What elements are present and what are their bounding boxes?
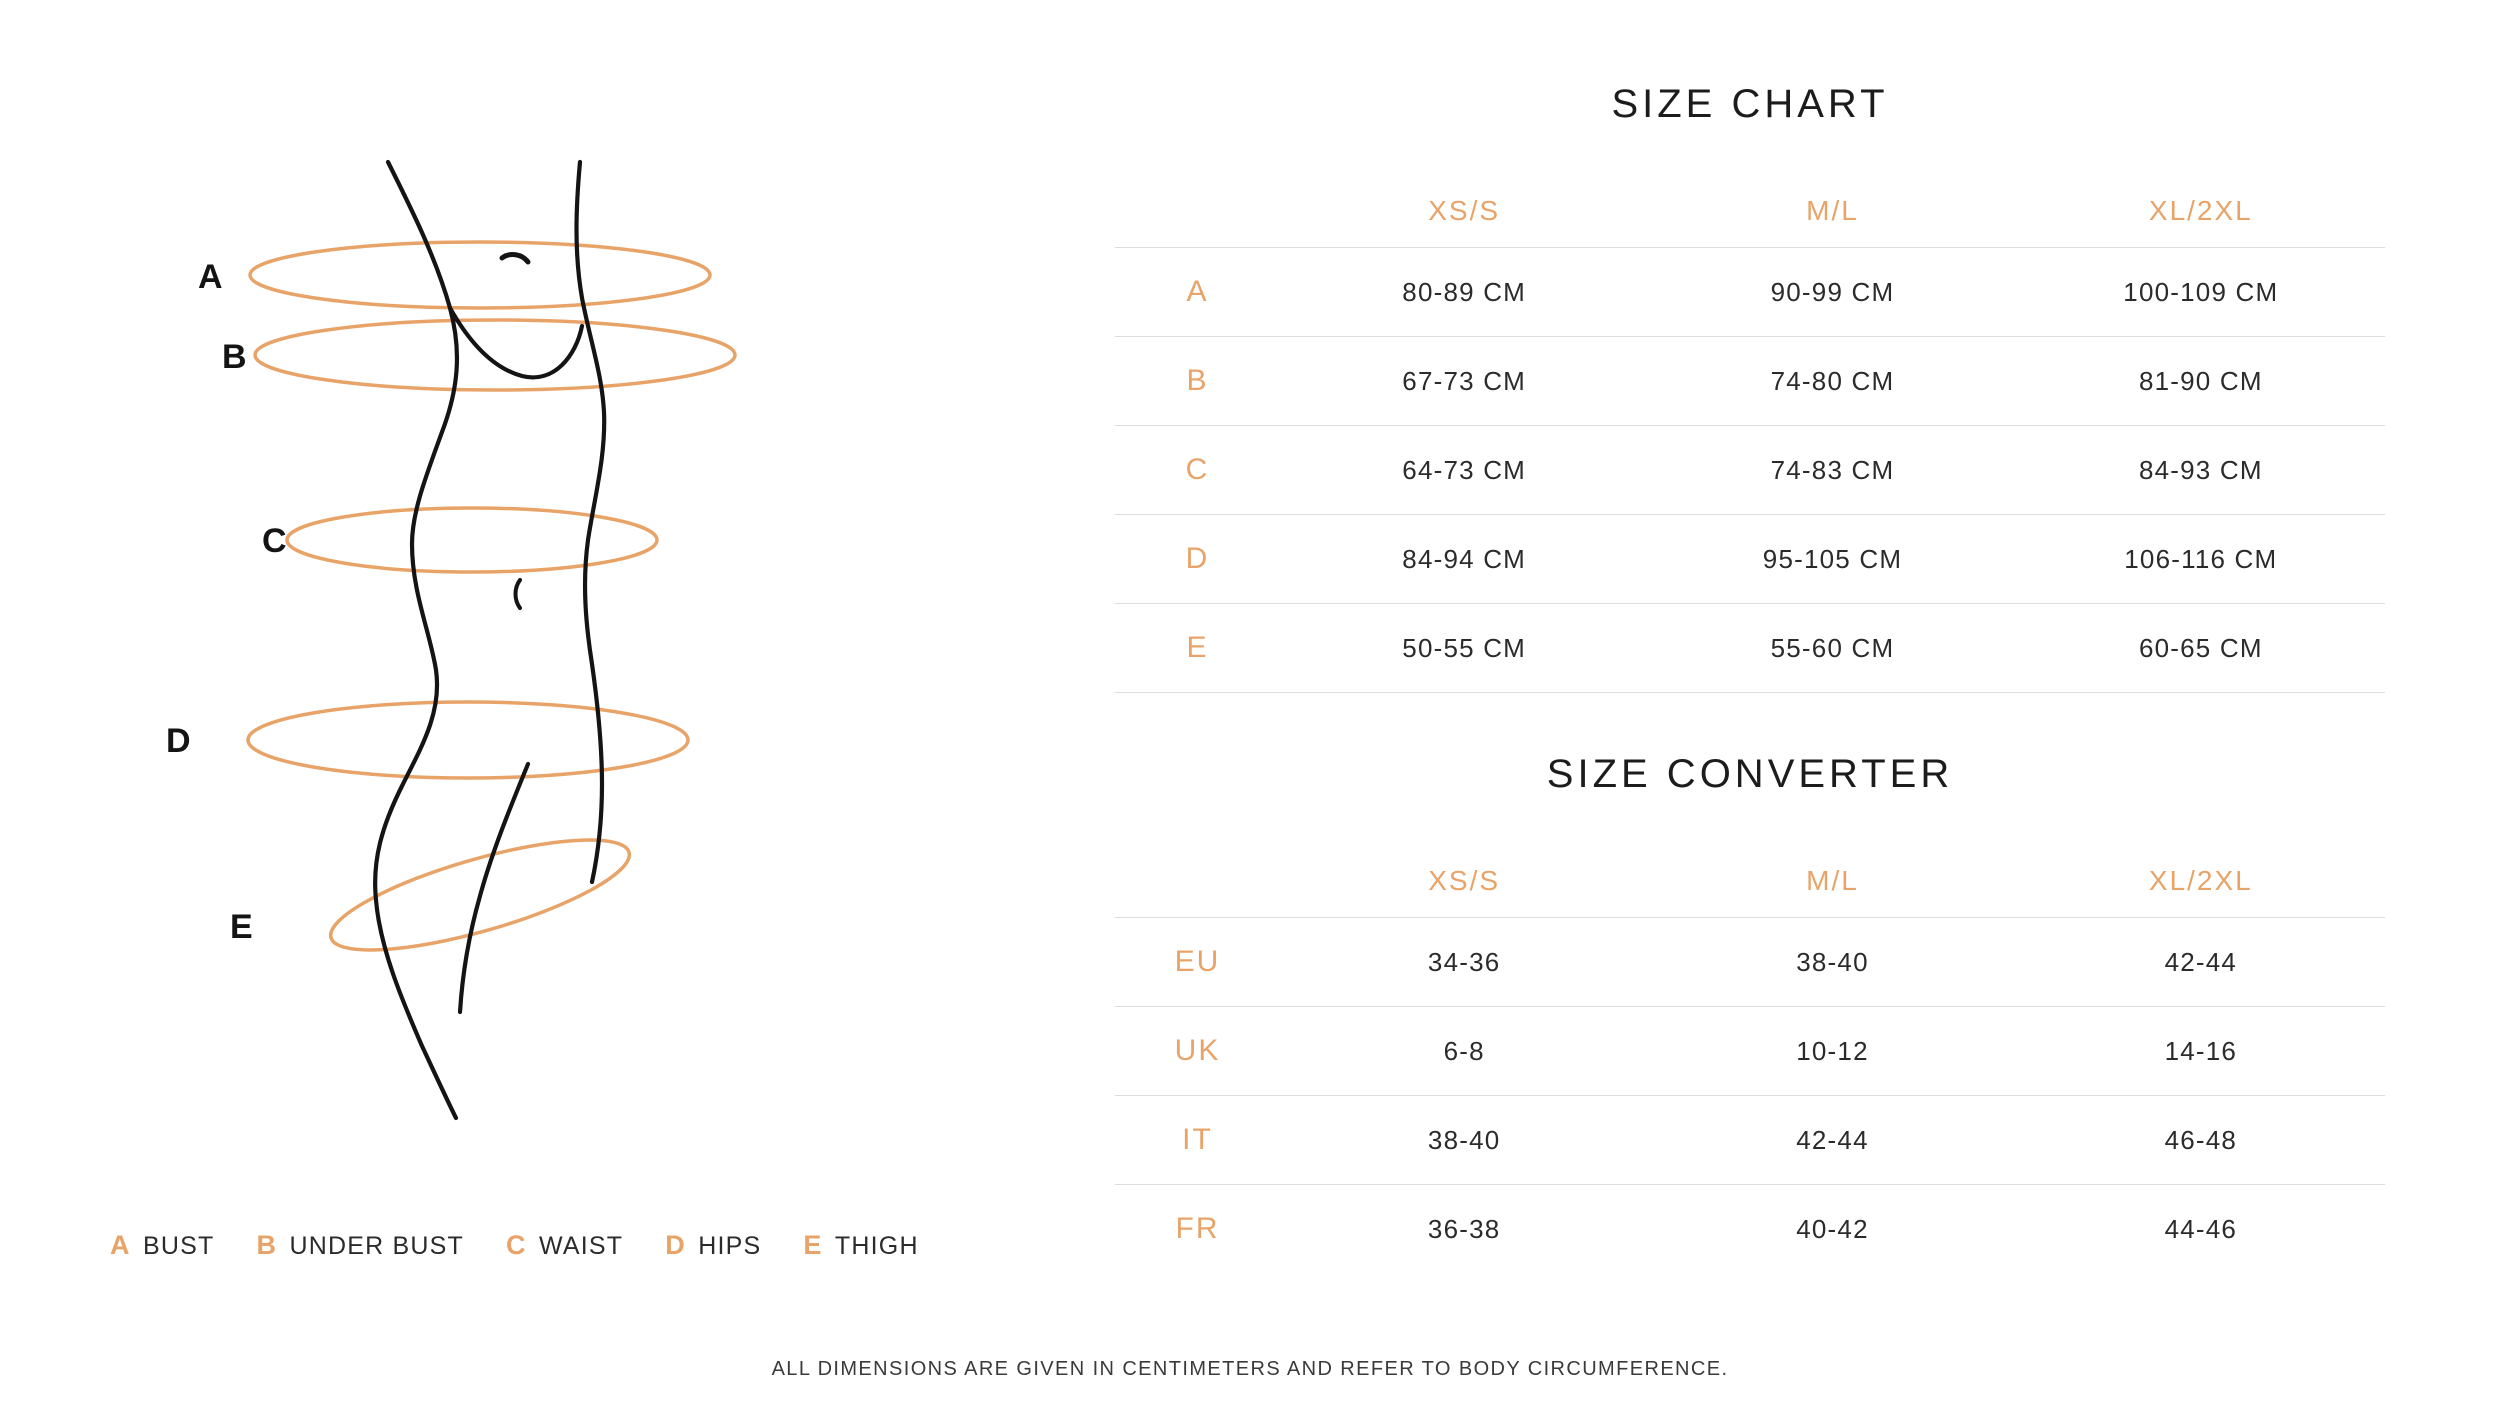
legend-letter: E	[803, 1230, 822, 1260]
row-label-c: C	[1185, 453, 1210, 486]
table-row	[1115, 1096, 2385, 1185]
row-label-b: B	[1186, 364, 1209, 397]
cell-c-m-l: 74-83 CM	[1770, 454, 1895, 485]
size-converter-table	[1115, 845, 2385, 1273]
legend-label: UNDER BUST	[289, 1232, 464, 1260]
body-figure-svg	[150, 140, 850, 1140]
figure-label-b: B	[222, 338, 247, 376]
cell-uk-m-l: 10-12	[1796, 1035, 1869, 1066]
cell-it-xl-2xl: 46-48	[2164, 1124, 2238, 1155]
ring-d	[248, 702, 688, 778]
size-chart-title: SIZE CHART	[1611, 82, 1889, 126]
row-label-fr: FR	[1175, 1212, 1220, 1245]
legend	[110, 1230, 919, 1261]
row-label-e: E	[1186, 631, 1209, 664]
table-row	[1115, 1007, 2385, 1096]
cell-c-xl-2xl: 84-93 CM	[2138, 454, 2263, 485]
cell-it-xs-s: 38-40	[1427, 1124, 1501, 1155]
table-row	[1115, 515, 2385, 604]
figure-label-e: E	[230, 908, 253, 946]
cell-uk-xs-s: 6-8	[1443, 1035, 1485, 1066]
figure-letter-labels	[166, 258, 287, 946]
size-converter-col-m-l: M/L	[1806, 865, 1859, 896]
legend-label: HIPS	[698, 1232, 762, 1260]
size-chart-col-xl-2xl: XL/2XL	[2148, 195, 2253, 226]
row-label-uk: UK	[1174, 1034, 1221, 1067]
cell-c-xs-s: 64-73 CM	[1402, 454, 1527, 485]
legend-item-thigh	[803, 1230, 918, 1261]
cell-eu-m-l: 38-40	[1796, 946, 1869, 977]
legend-letter: D	[665, 1230, 686, 1260]
row-label-it: IT	[1182, 1123, 1213, 1156]
ring-b	[255, 320, 735, 390]
body-figure	[150, 140, 850, 1140]
table-row	[1115, 337, 2385, 426]
legend-item-waist	[506, 1230, 623, 1261]
cell-a-xs-s: 80-89 CM	[1402, 276, 1527, 307]
size-chart-col-m-l: M/L	[1806, 195, 1859, 226]
size-chart-table	[1115, 175, 2385, 693]
ring-c	[287, 508, 657, 572]
size-converter-title: SIZE CONVERTER	[1546, 752, 1954, 796]
size-chart-corner	[1115, 175, 1280, 248]
figure-label-d: D	[166, 722, 191, 760]
legend-letter: C	[506, 1230, 526, 1260]
figure-label-c: C	[262, 522, 287, 560]
size-chart-header-row	[1115, 175, 2385, 248]
size-chart-col-xs-s: XS/S	[1428, 195, 1501, 226]
legend-item-bust	[110, 1230, 214, 1261]
cell-b-xl-2xl: 81-90 CM	[2138, 365, 2263, 396]
ring-a	[250, 242, 710, 308]
legend-label: THIGH	[834, 1232, 919, 1260]
tables-column	[1090, 0, 2500, 1425]
legend-letter: B	[256, 1230, 277, 1260]
cell-e-m-l: 55-60 CM	[1770, 632, 1895, 663]
row-label-d: D	[1185, 542, 1210, 575]
cell-b-xs-s: 67-73 CM	[1402, 365, 1527, 396]
cell-fr-m-l: 40-42	[1796, 1213, 1869, 1244]
illustration-column	[0, 0, 1090, 1425]
cell-a-xl-2xl: 100-109 CM	[2123, 276, 2279, 307]
cell-d-xs-s: 84-94 CM	[1402, 543, 1527, 574]
legend-letter: A	[110, 1230, 130, 1260]
size-converter-col-xs-s: XS/S	[1428, 865, 1501, 896]
cell-d-xl-2xl: 106-116 CM	[2124, 543, 2278, 574]
cell-d-m-l: 95-105 CM	[1762, 543, 1903, 574]
table-row	[1115, 604, 2385, 693]
cell-fr-xs-s: 36-38	[1427, 1213, 1501, 1244]
table-row	[1115, 918, 2385, 1007]
table-row	[1115, 426, 2385, 515]
figure-label-a: A	[198, 258, 223, 296]
table-row	[1115, 248, 2385, 337]
cell-eu-xl-2xl: 42-44	[2164, 946, 2238, 977]
cell-b-m-l: 74-80 CM	[1770, 365, 1895, 396]
cell-e-xl-2xl: 60-65 CM	[2138, 632, 2263, 663]
legend-item-hips	[665, 1230, 761, 1261]
table-row	[1115, 1185, 2385, 1274]
row-label-a: A	[1186, 275, 1209, 308]
row-label-eu: EU	[1174, 945, 1221, 978]
footnote: ALL DIMENSIONS ARE GIVEN IN CENTIMETERS AND REFER TO BODY CIRCUMFERENCE.	[771, 1358, 1729, 1380]
legend-label: WAIST	[539, 1232, 624, 1260]
size-converter-col-xl-2xl: XL/2XL	[2148, 865, 2253, 896]
cell-uk-xl-2xl: 14-16	[2164, 1035, 2238, 1066]
size-converter-corner	[1115, 845, 1280, 918]
cell-eu-xs-s: 34-36	[1427, 946, 1501, 977]
size-converter-header-row	[1115, 845, 2385, 918]
cell-e-xs-s: 50-55 CM	[1402, 632, 1527, 663]
legend-item-under-bust	[256, 1230, 464, 1261]
cell-it-m-l: 42-44	[1796, 1124, 1869, 1155]
cell-a-m-l: 90-99 CM	[1770, 276, 1895, 307]
legend-label: BUST	[143, 1232, 215, 1260]
cell-fr-xl-2xl: 44-46	[2164, 1213, 2238, 1244]
